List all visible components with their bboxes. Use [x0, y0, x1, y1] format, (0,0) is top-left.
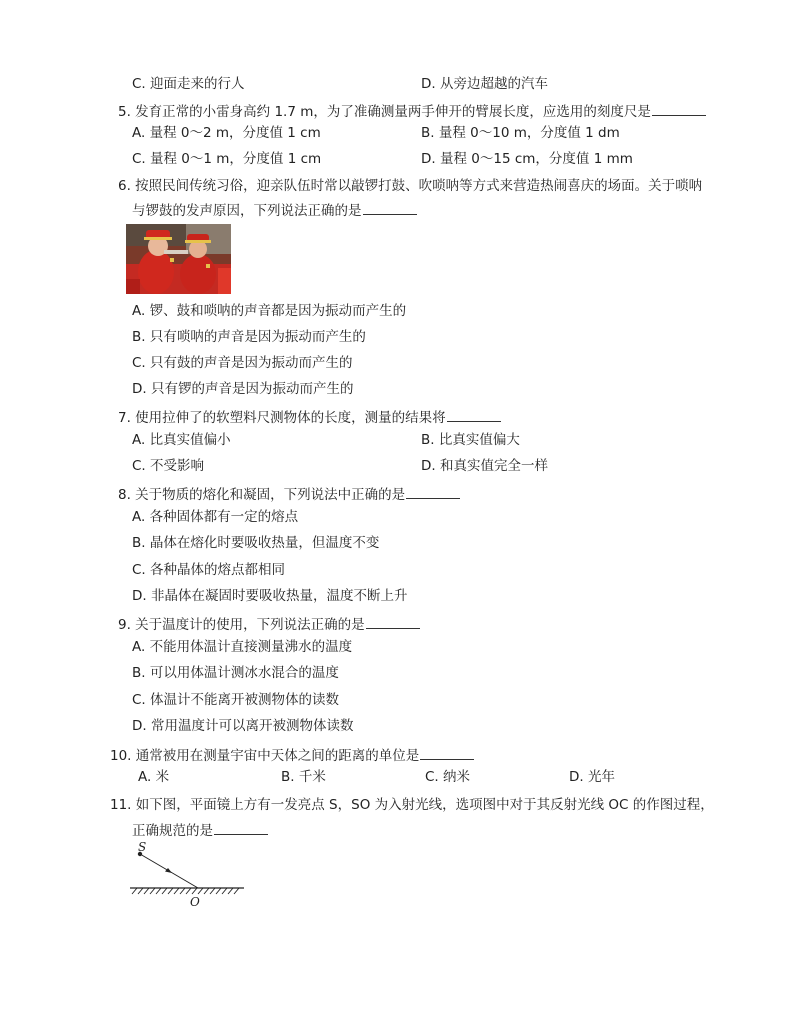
- q7-stem: [118, 407, 501, 427]
- q5-stem: [118, 101, 706, 121]
- q9-stem-text: 9. 关于温度计的使用，下列说法正确的是: [118, 617, 365, 633]
- q8-answer-blank[interactable]: [406, 484, 460, 499]
- q9-answer-blank[interactable]: [366, 614, 420, 629]
- q4-option-d[interactable]: D. 从旁边超越的汽车: [421, 76, 548, 92]
- q6-option-d[interactable]: D. 只有锣的声音是因为振动而产生的: [132, 381, 354, 397]
- q7-option-d[interactable]: D. 和真实值完全一样: [421, 458, 548, 474]
- q6-stem-line1: 6. 按照民间传统习俗，迎亲队伍时常以敲锣打鼓、吹唢呐等方式来营造热闹喜庆的场面。关于唢呐: [118, 178, 703, 194]
- q10-answer-blank[interactable]: [420, 745, 474, 760]
- wedding-band-photo: [126, 224, 231, 294]
- q10-option-d[interactable]: D. 光年: [569, 769, 615, 785]
- q10-option-b[interactable]: B. 千米: [281, 769, 326, 785]
- q6-option-c[interactable]: C. 只有鼓的声音是因为振动而产生的: [132, 355, 353, 371]
- label-o: O: [190, 895, 200, 909]
- q6-stem-line2: [132, 200, 417, 220]
- q8-option-c[interactable]: C. 各种晶体的熔点都相同: [132, 562, 286, 578]
- q9-option-c[interactable]: C. 体温计不能离开被测物体的读数: [132, 692, 340, 708]
- q9-option-d[interactable]: D. 常用温度计可以离开被测物体读数: [132, 718, 354, 734]
- q5-option-c[interactable]: C. 量程 0～1 m，分度值 1 cm: [132, 151, 322, 167]
- q8-option-d[interactable]: D. 非晶体在凝固时要吸收热量，温度不断上升: [132, 588, 408, 604]
- q5-option-a[interactable]: A. 量程 0～2 m，分度值 1 cm: [132, 125, 321, 141]
- q11-stem-line1: 11. 如下图，平面镜上方有一发亮点 S，SO 为入射光线，选项图中对于其反射光线 OC 的作图过程，: [110, 797, 714, 813]
- q7-stem-text: 7. 使用拉伸了的软塑料尺测物体的长度，测量的结果将: [118, 410, 446, 426]
- q9-stem: [118, 614, 420, 634]
- q8-option-b[interactable]: B. 晶体在熔化时要吸收热量，但温度不变: [132, 535, 380, 551]
- q5-answer-blank[interactable]: [652, 101, 706, 116]
- q6-option-b[interactable]: B. 只有唢呐的声音是因为振动而产生的: [132, 329, 366, 345]
- q10-option-c[interactable]: C. 纳米: [425, 769, 471, 785]
- q11-stem-line2: [132, 820, 268, 840]
- q6-stem-text: 与锣鼓的发声原因，下列说法正确的是: [132, 203, 362, 219]
- q10-stem-text: 10. 通常被用在测量宇宙中天体之间的距离的单位是: [110, 748, 420, 764]
- q8-stem: [118, 484, 460, 504]
- mirror-hatching: [132, 888, 239, 894]
- q7-answer-blank[interactable]: [447, 407, 501, 422]
- mirror-reflection-diagram: [126, 842, 250, 912]
- q7-option-b[interactable]: B. 比真实值偏大: [421, 432, 520, 448]
- q11-stem-text: 正确规范的是: [132, 823, 213, 839]
- q10-option-a[interactable]: A. 米: [138, 769, 170, 785]
- q8-stem-text: 8. 关于物质的熔化和凝固，下列说法中正确的是: [118, 487, 406, 503]
- q9-option-a[interactable]: A. 不能用体温计直接测量沸水的温度: [132, 639, 353, 655]
- q9-option-b[interactable]: B. 可以用体温计测冰水混合的温度: [132, 665, 339, 681]
- wedding-band-photo-art: [126, 224, 231, 294]
- q5-stem-text: 5. 发育正常的小雷身高约 1.7 m，为了准确测量两手伸开的臂展长度，应选用的刻度尺是: [118, 104, 651, 120]
- label-s: S: [138, 842, 147, 854]
- q6-answer-blank[interactable]: [363, 200, 417, 215]
- q5-option-d[interactable]: D. 量程 0～15 cm，分度值 1 mm: [421, 151, 633, 167]
- q8-option-a[interactable]: A. 各种固体都有一定的熔点: [132, 509, 299, 525]
- q7-option-c[interactable]: C. 不受影响: [132, 458, 205, 474]
- q5-option-b[interactable]: B. 量程 0～10 m，分度值 1 dm: [421, 125, 620, 141]
- q7-option-a[interactable]: A. 比真实值偏小: [132, 432, 231, 448]
- mirror-diagram-art: [126, 842, 250, 912]
- q11-answer-blank[interactable]: [214, 820, 268, 835]
- q4-option-c[interactable]: C. 迎面走来的行人: [132, 76, 245, 92]
- q10-stem: [110, 745, 474, 765]
- q6-option-a[interactable]: A. 锣、鼓和唢呐的声音都是因为振动而产生的: [132, 303, 407, 319]
